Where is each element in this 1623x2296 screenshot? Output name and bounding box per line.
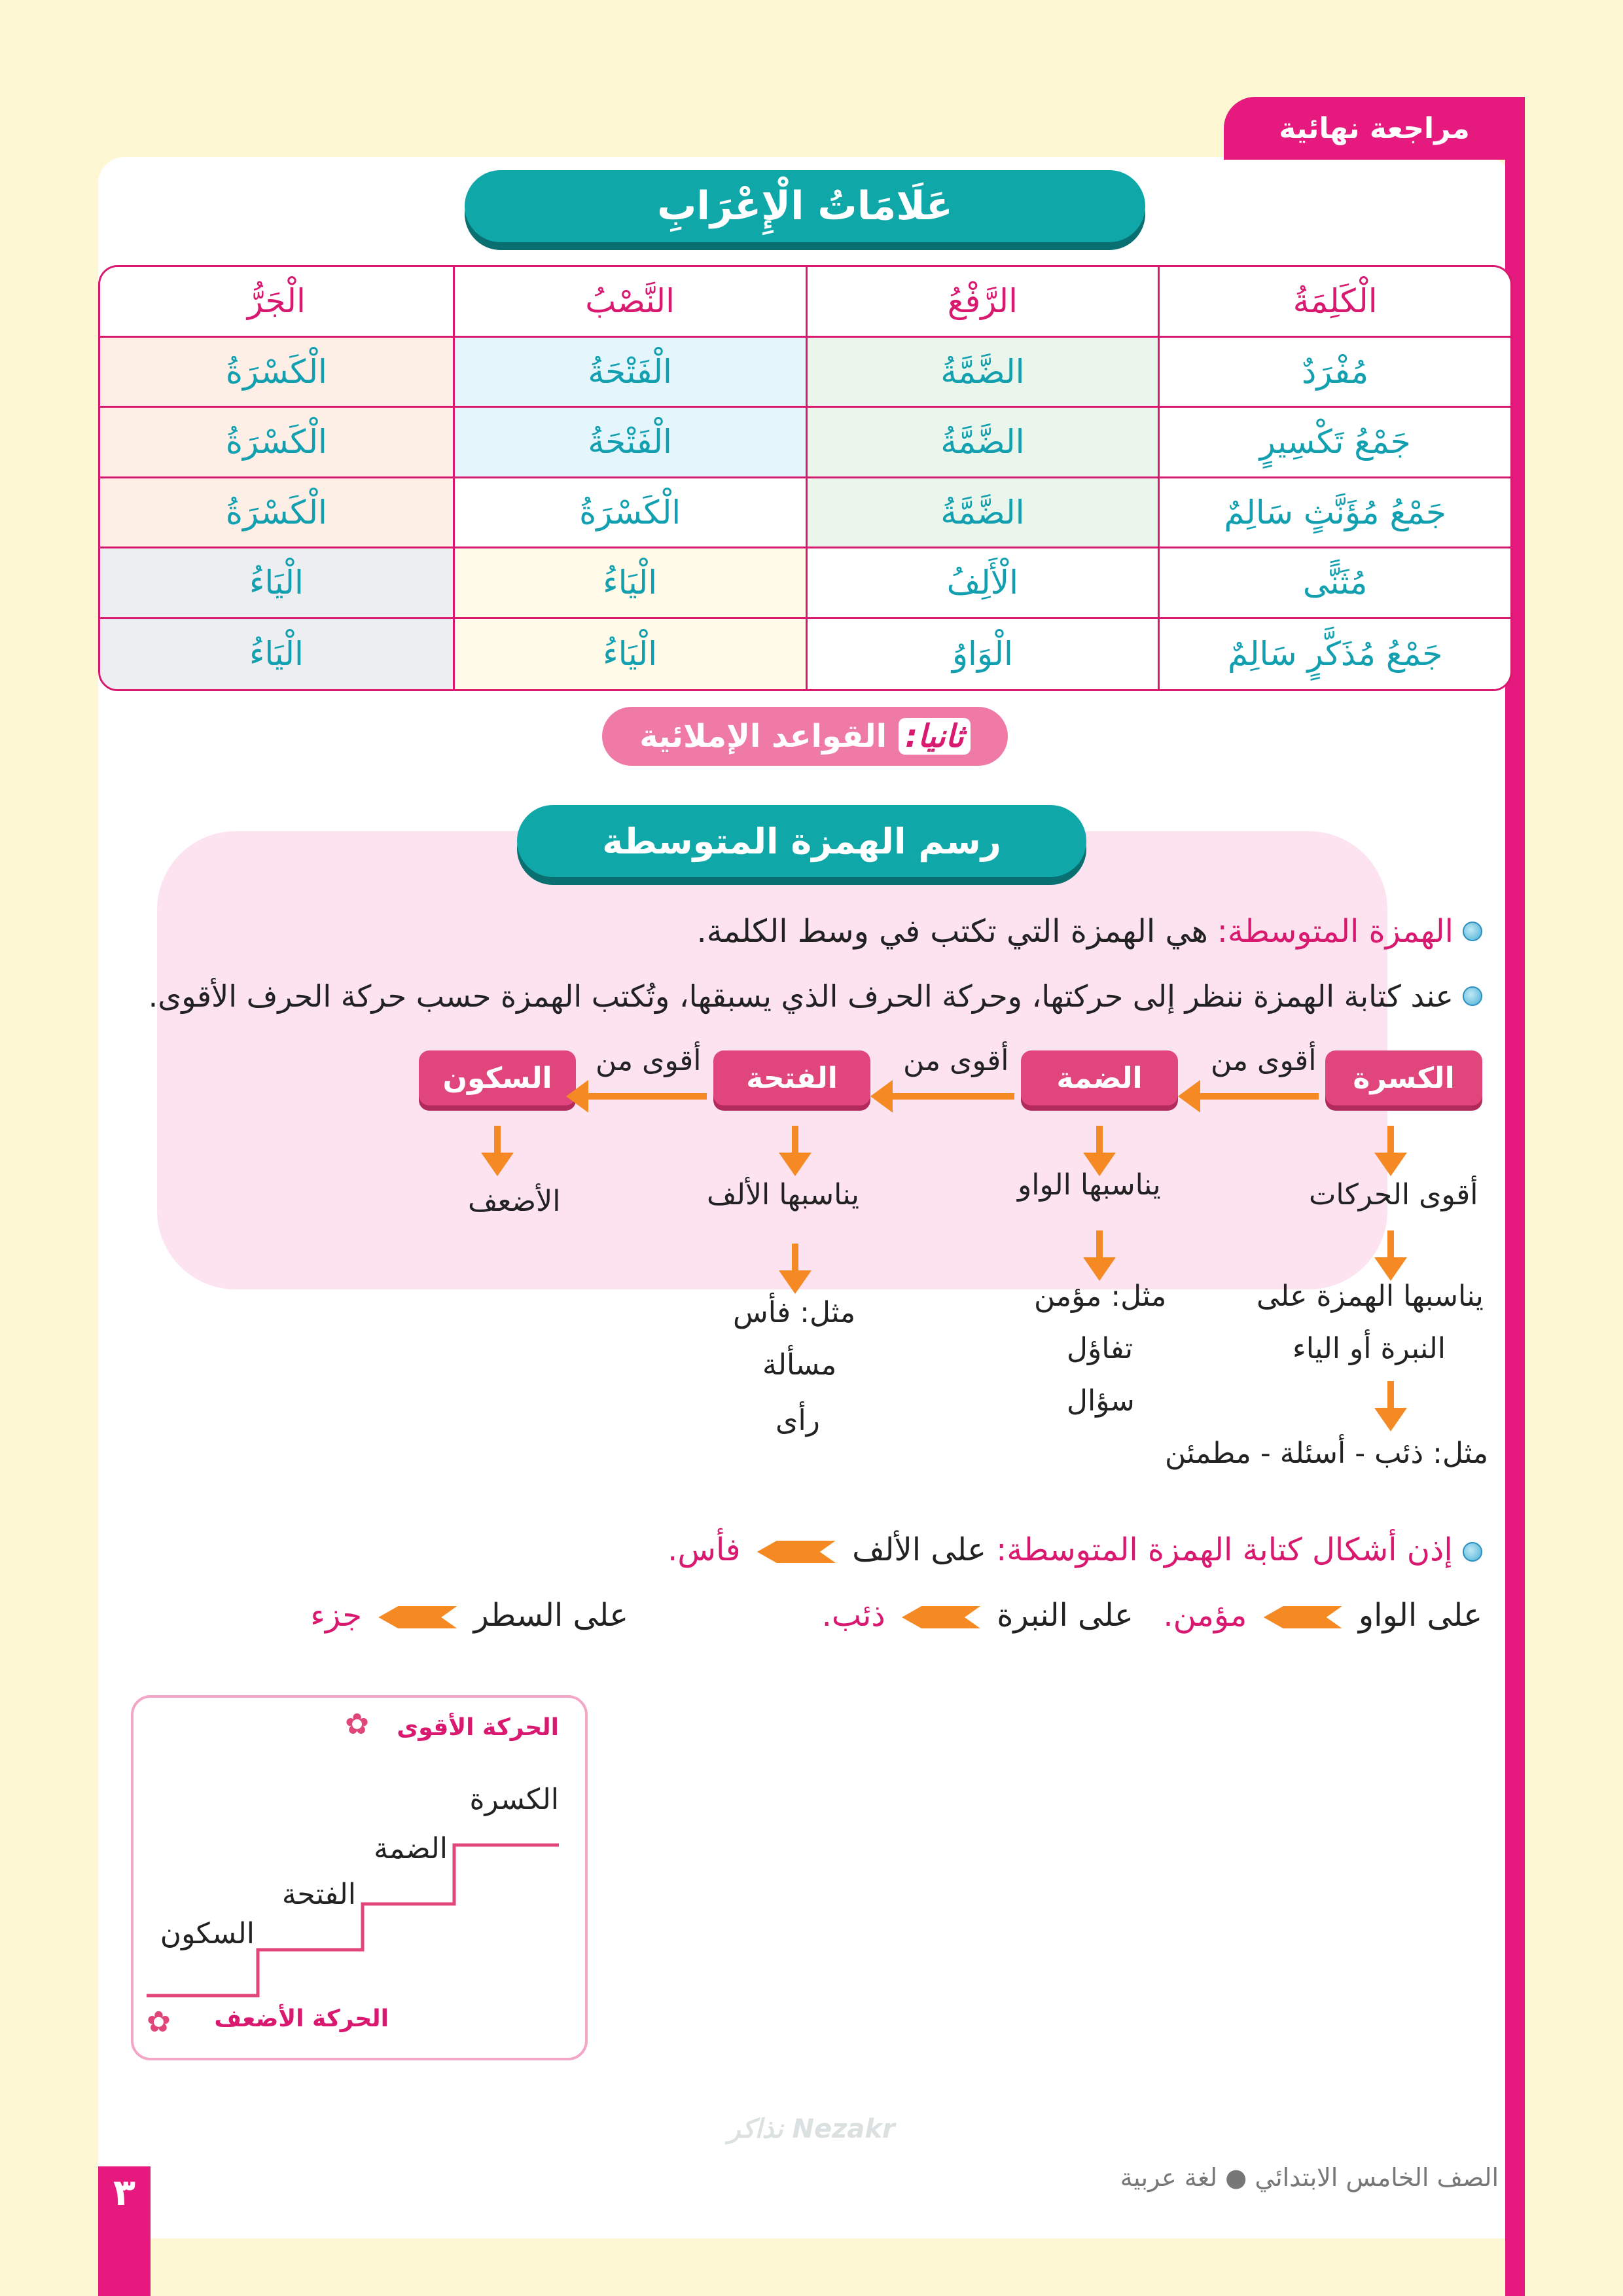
- arrow-down-icon: [792, 1244, 798, 1273]
- table-cell: الْكَسْرَةُ: [100, 338, 453, 408]
- pointer-arrow-icon: [757, 1541, 836, 1563]
- lesson-title: رسم الهمزة المتوسطة: [517, 805, 1086, 877]
- section-title-irab: عَلَامَاتُ الْإِعْرَابِ: [465, 170, 1145, 242]
- table-cell: الْيَاءُ: [453, 619, 806, 690]
- forms-line-3: [310, 1597, 628, 1634]
- pointer-arrow-icon: [902, 1606, 980, 1628]
- header-tab: مراجعة نهائية: [1224, 97, 1525, 160]
- flower-icon: ✿: [345, 1708, 369, 1741]
- strongest-label: الحركة الأقوى: [397, 1714, 559, 1741]
- step-label: الفتحة: [281, 1878, 356, 1911]
- step-label: السكون: [160, 1917, 255, 1950]
- table-cell: جَمْعُ مُؤَنَّثٍ سَالِمٌ: [1158, 478, 1510, 549]
- table-header: الْجَرُّ: [100, 267, 453, 338]
- kasra-desc: أقوى الحركات: [1309, 1178, 1478, 1211]
- table-cell: الْفَتْحَةُ: [453, 408, 806, 478]
- arrow-left-icon: [890, 1093, 1014, 1100]
- strength-box: [131, 1695, 588, 2060]
- nabra-label: على النبرة: [997, 1597, 1133, 1634]
- stronger-than-label: أقوى من: [1211, 1044, 1317, 1077]
- definition-line: [696, 913, 1482, 950]
- node-damma: الضمة: [1021, 1050, 1178, 1105]
- section-number: ثانيا:: [899, 718, 971, 755]
- table-cell: الْكَسْرَةُ: [100, 478, 453, 549]
- pointer-arrow-icon: [378, 1606, 457, 1628]
- alif-example: فأس.: [668, 1532, 741, 1568]
- bullet-icon: [1463, 986, 1482, 1006]
- node-sukun: السكون: [419, 1050, 576, 1105]
- forms-line-1: [668, 1532, 1482, 1568]
- table-cell: الضَّمَّةُ: [806, 338, 1158, 408]
- fatha-example: مثل: فأس: [733, 1296, 856, 1329]
- table-cell: الْفَتْحَةُ: [453, 338, 806, 408]
- table-cell: جَمْعُ تَكْسِيرٍ: [1158, 408, 1510, 478]
- alif-label: على الألف: [852, 1532, 986, 1568]
- table-cell: جَمْعُ مُذَكَّرٍ سَالِمٌ: [1158, 619, 1510, 690]
- arrow-down-icon: [1387, 1230, 1394, 1260]
- pointer-arrow-icon: [1264, 1606, 1342, 1628]
- weakest-label: الحركة الأضعف: [214, 2005, 389, 2032]
- kasra-rule: النبرة أو الياء: [1293, 1332, 1446, 1365]
- line-example: جزء: [310, 1597, 363, 1634]
- section-heading-text: القواعد الإملائية: [639, 718, 887, 755]
- table-header: الرَّفْعُ: [806, 267, 1158, 338]
- table-cell: الْيَاءُ: [100, 548, 453, 619]
- node-fatha: الفتحة: [713, 1050, 870, 1105]
- irab-table: [98, 265, 1512, 691]
- table-cell: مُفْرَدٌ: [1158, 338, 1510, 408]
- nezakr-logo: Nezakr نذاكر: [728, 2114, 895, 2144]
- stronger-than-label: أقوى من: [596, 1044, 702, 1077]
- table-cell: الضَّمَّةُ: [806, 408, 1158, 478]
- arrow-down-icon: [1096, 1126, 1103, 1155]
- nabra-example: ذئب.: [821, 1597, 885, 1634]
- fatha-example: رأى: [776, 1404, 820, 1437]
- table-cell: الْيَاءُ: [100, 619, 453, 690]
- bullet-icon: [1463, 922, 1482, 941]
- table-cell: الْكَسْرَةُ: [100, 408, 453, 478]
- step-label: الضمة: [374, 1832, 448, 1865]
- definition-term: الهمزة المتوسطة:: [1217, 913, 1454, 950]
- forms-intro: إذن أشكال كتابة الهمزة المتوسطة:: [996, 1532, 1453, 1568]
- arrow-left-icon: [1198, 1093, 1319, 1100]
- kasra-rule: يناسبها الهمزة على: [1257, 1280, 1484, 1313]
- forms-line-2: [822, 1597, 1482, 1634]
- section-heading-spelling: [602, 707, 1008, 766]
- flower-icon: ✿: [147, 2005, 171, 2039]
- arrow-down-icon: [494, 1126, 501, 1155]
- step-label: الكسرة: [469, 1783, 559, 1816]
- table-cell: مُثَنًّى: [1158, 548, 1510, 619]
- footer-text: الصف الخامس الابتدائي ● لغة عربية: [1120, 2163, 1499, 2192]
- damma-example: مثل: مؤمن: [1034, 1280, 1167, 1313]
- arrow-down-icon: [1387, 1126, 1394, 1155]
- arrow-left-icon: [586, 1093, 707, 1100]
- damma-rule: يناسبها الواو: [1018, 1168, 1161, 1202]
- table-cell: الْوَاوُ: [806, 619, 1158, 690]
- stronger-than-label: أقوى من: [903, 1044, 1009, 1077]
- rule-text: عند كتابة الهمزة ننظر إلى حركتها، وحركة الحرف الذي يسبقها، وتُكتب الهمزة حسب حركة الحرف الأقوى.: [148, 978, 1454, 1014]
- damma-example: تفاؤل: [1067, 1332, 1133, 1365]
- line-label: على السطر: [473, 1597, 628, 1634]
- table-header: النَّصْبُ: [453, 267, 806, 338]
- rule-line: [149, 978, 1482, 1014]
- sukun-desc: الأضعف: [468, 1185, 561, 1218]
- kasra-example: مثل: ذئب - أسئلة - مطمئن: [1165, 1437, 1489, 1470]
- arrow-down-icon: [792, 1126, 798, 1155]
- table-header: الْكَلِمَةُ: [1158, 267, 1510, 338]
- arrow-down-icon: [1387, 1381, 1394, 1410]
- table-cell: الضَّمَّةُ: [806, 478, 1158, 549]
- stairs-graphic: [134, 1698, 585, 2058]
- node-kasra: الكسرة: [1325, 1050, 1482, 1105]
- definition-text: هي الهمزة التي تكتب في وسط الكلمة.: [696, 913, 1208, 950]
- table-cell: الْكَسْرَةُ: [453, 478, 806, 549]
- waw-example: مؤمن.: [1163, 1597, 1247, 1634]
- fatha-example: مسألة: [762, 1348, 837, 1382]
- arrow-down-icon: [1096, 1230, 1103, 1260]
- table-cell: الْأَلِفُ: [806, 548, 1158, 619]
- bullet-icon: [1463, 1542, 1482, 1562]
- fatha-rule: يناسبها الألف: [707, 1178, 860, 1211]
- page-number: ٣: [98, 2166, 151, 2296]
- waw-label: على الواو: [1358, 1597, 1482, 1634]
- table-cell: الْيَاءُ: [453, 548, 806, 619]
- damma-example: سؤال: [1067, 1384, 1135, 1418]
